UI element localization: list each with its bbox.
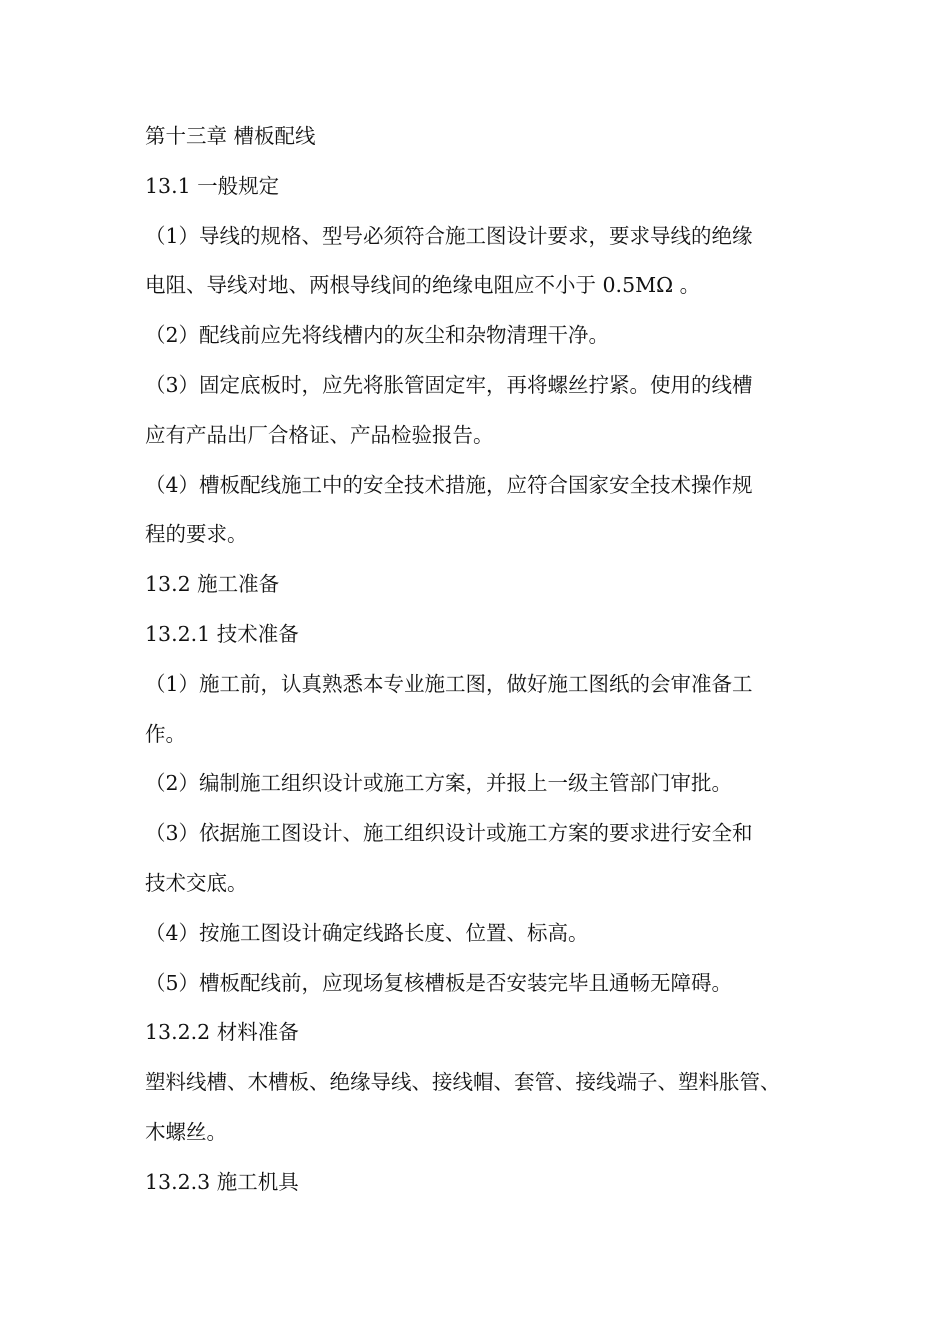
paragraph-line: 程的要求。 (145, 522, 248, 547)
paragraph-line: 电阻、导线对地、两根导线间的绝缘电阻应不小于 0.5MΩ 。 (145, 273, 701, 298)
subsection-heading-13-2-3: 13.2.3 施工机具 (145, 1169, 299, 1194)
paragraph-line: （4）槽板配线施工中的安全技术措施，应符合国家安全技术操作规 (145, 472, 753, 497)
paragraph-line: （3）固定底板时，应先将胀管固定牢，再将螺丝拧紧。使用的线槽 (145, 372, 753, 397)
paragraph-line: 塑料线槽、木槽板、绝缘导线、接线帽、套管、接线端子、塑料胀管、 (145, 1070, 781, 1095)
paragraph-line: （1）导线的规格、型号必须符合施工图设计要求，要求导线的绝缘 (145, 223, 753, 248)
paragraph-line: 木螺丝。 (145, 1119, 227, 1144)
paragraph-line: （5）槽板配线前，应现场复核槽板是否安装完毕且通畅无障碍。 (145, 970, 733, 995)
document-body (145, 112, 810, 1208)
paragraph-line: （2）编制施工组织设计或施工方案，并报上一级主管部门审批。 (145, 771, 733, 796)
subsection-heading-13-2-2: 13.2.2 材料准备 (145, 1020, 299, 1045)
paragraph-line: （1）施工前，认真熟悉本专业施工图，做好施工图纸的会审准备工 (145, 671, 753, 696)
section-heading-13-1: 13.1 一般规定 (145, 173, 280, 198)
paragraph-line: （3）依据施工图设计、施工组织设计或施工方案的要求进行安全和 (145, 821, 753, 846)
paragraph-line: 应有产品出厂合格证、产品检验报告。 (145, 422, 494, 447)
paragraph-line: （4）按施工图设计确定线路长度、位置、标高。 (145, 920, 589, 945)
paragraph-line: 作。 (145, 721, 186, 746)
paragraph-line: 技术交底。 (145, 870, 248, 895)
subsection-heading-13-2-1: 13.2.1 技术准备 (145, 621, 299, 646)
paragraph-line: （2）配线前应先将线槽内的灰尘和杂物清理干净。 (145, 323, 610, 348)
chapter-title: 第十三章 槽板配线 (145, 124, 316, 148)
section-heading-13-2: 13.2 施工准备 (145, 572, 280, 597)
